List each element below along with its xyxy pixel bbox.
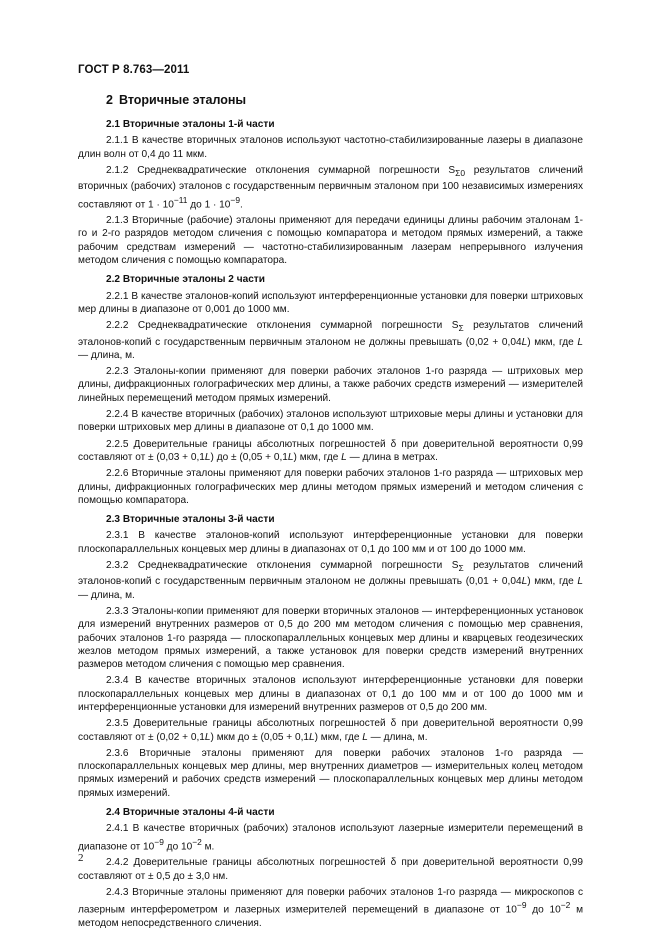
paragraph: 2.2.3 Эталоны-копии применяют для поверки рабочих эталонов 1-го разряда — штриховых мер длины, дифракционных голографических мер длины, а также рабочих средств измерений — измерителей линейных перемещений методом прямых измерений. — [78, 366, 583, 404]
paragraph: 2.2.1 В качестве эталонов-копий используют интерференционные установки для поверки штриховых мер длины в диапазоне от 0,001 до 1000 мм. — [78, 290, 583, 315]
subsection-heading: 2.2 Вторичные эталоны 2 части — [106, 274, 265, 286]
paragraph: 2.3.1 В качестве эталонов-копий используют интерференционные установки для поверки плоскопараллельных концевых мер длины в диапазонах от 0,1 до 100 мм и от 100 до 1000 мм. — [78, 530, 583, 555]
paragraph: 2.4.3 Вторичные эталоны применяют для поверки рабочих эталонов 1-го разряда — микроскопов с лазерным интерферометром и лазерных измерителей перемещений в диапазоне от $10^{-9}$ до $10^{-2}$ м методом непосредственного сличения. — [78, 886, 584, 929]
paragraph: 2.1.2 Среднеквадратические отклонения суммарной погрешности $S_{\Sigma 0}$ результатов сличений вторичных (рабочих) эталонов с государственным первичным эталоном при 100 независимых измерениях составляют от $1 \cdot 10^{-11}$ до $1 \cdot 10^{-9}$. — [78, 164, 583, 210]
paragraph: 2.3.5 Доверительные границы абсолютных погрешностей δ при доверительной вероятности 0,99 составляют от ± (0,02 + 0,1L) мкм до ± (0,05 + 0,1L) мкм, где L — длина, м. — [78, 718, 583, 743]
subsection-heading: 2.3 Вторичные эталоны 3-й части — [106, 514, 275, 526]
document-header: ГОСТ Р 8.763—2011 — [78, 64, 190, 76]
paragraph: 2.4.1 В качестве вторичных (рабочих) эталонов используют лазерные измерители перемещений в диапазоне от $10^{-9}$ до $10^{-2}$ м. — [78, 823, 583, 853]
paragraph: 2.2.6 Вторичные эталоны применяют для поверки рабочих эталонов 1-го разряда — штриховых мер длины, дифракционных голографических мер длины методом прямых измерений и методом сличения с помощью компаратора. — [78, 468, 583, 506]
section-heading — [106, 92, 583, 108]
paragraph: 2.1.1 В качестве вторичных эталонов используют частотно-стабилизированные лазеры в диапазоне длин волн от 0,4 до 11 мкм. — [78, 135, 583, 160]
subsection-heading: 2.1 Вторичные эталоны 1-й части — [106, 119, 275, 130]
page-number: 2 — [78, 852, 84, 864]
paragraph: 2.3.3 Эталоны-копии применяют для поверки вторичных эталонов — интерференционных установок для измерений внутренних размеров от 0,5 до 200 мм методом сличения с помощью мер сравнения, рабочих эталонов 1-го разряда — плоскопараллельных концевых мер длины и кварцевых геодезических жезлов методом прямых измерений, а также установок для поверки средств измерений внутренних размеров методом сличения с помощью мер сравнения. — [78, 605, 583, 671]
document-body — [78, 92, 583, 933]
paragraph: 2.3.6 Вторичные эталоны применяют для поверки рабочих эталонов 1-го разряда — плоскопараллельных концевых мер длины, мер внутренних диаметров — измерительных колец методом прямых измерений и рабочих средств измерений — плоскопараллельных концевых мер длины методом прямых измерений. — [78, 747, 583, 799]
paragraph: 2.3.4 В качестве вторичных эталонов используют интерференционные установки для поверки плоскопараллельных концевых мер длины в диапазонах от 0,1 до 100 мм и от 100 до 1000 мм и интерференционные установки для измерений внутренних размеров от 0,5 до 200 мм. — [78, 675, 583, 713]
paragraph: 2.2.5 Доверительные границы абсолютных погрешностей δ при доверительной вероятности 0,99 составляют от ± (0,03 + 0,1L) до ± (0,05 + 0,1L) мкм, где L — длина в метрах. — [78, 438, 583, 463]
paragraph: 2.2.2 Среднеквадратические отклонения суммарной погрешности $S_\Sigma$ результатов сличений эталонов-копий с государственным первичным эталоном не должны превышать (0,02 + 0,04L) мкм, где L — длина, м. — [78, 320, 584, 361]
paragraph: 2.3.2 Среднеквадратические отклонения суммарной погрешности $S_\Sigma$ результатов сличений эталонов-копий с государственным первичным эталоном не должны превышать (0,01 + 0,04L) мкм, где L — длина, м. — [78, 560, 584, 601]
subsection-heading: 2.4 Вторичные эталоны 4-й части — [106, 807, 275, 819]
paragraph: 2.2.4 В качестве вторичных (рабочих) эталонов используют штриховые меры длины и установки для поверки штриховых мер длины в диапазоне от 0,1 до 1000 мм. — [78, 409, 583, 434]
section-title: Вторичные эталоны — [118, 93, 247, 107]
paragraph: 2.1.3 Вторичные (рабочие) эталоны применяют для передачи единицы длины рабочим эталонам 1-го и 2-го разрядов методом сличения с помощью компаратора и методом прямых измерений, а также рабочим средствам измерений — частотно-стабилизированным лазерам непрерывного излучения методом сличения с помощью компаратора. — [78, 215, 583, 267]
section-number: 2 — [106, 93, 113, 107]
paragraph: 2.4.2 Доверительные границы абсолютных погрешностей δ при доверительной вероятности 0,99 составляют от ± 0,5 до ± 3,0 нм. — [78, 857, 583, 882]
